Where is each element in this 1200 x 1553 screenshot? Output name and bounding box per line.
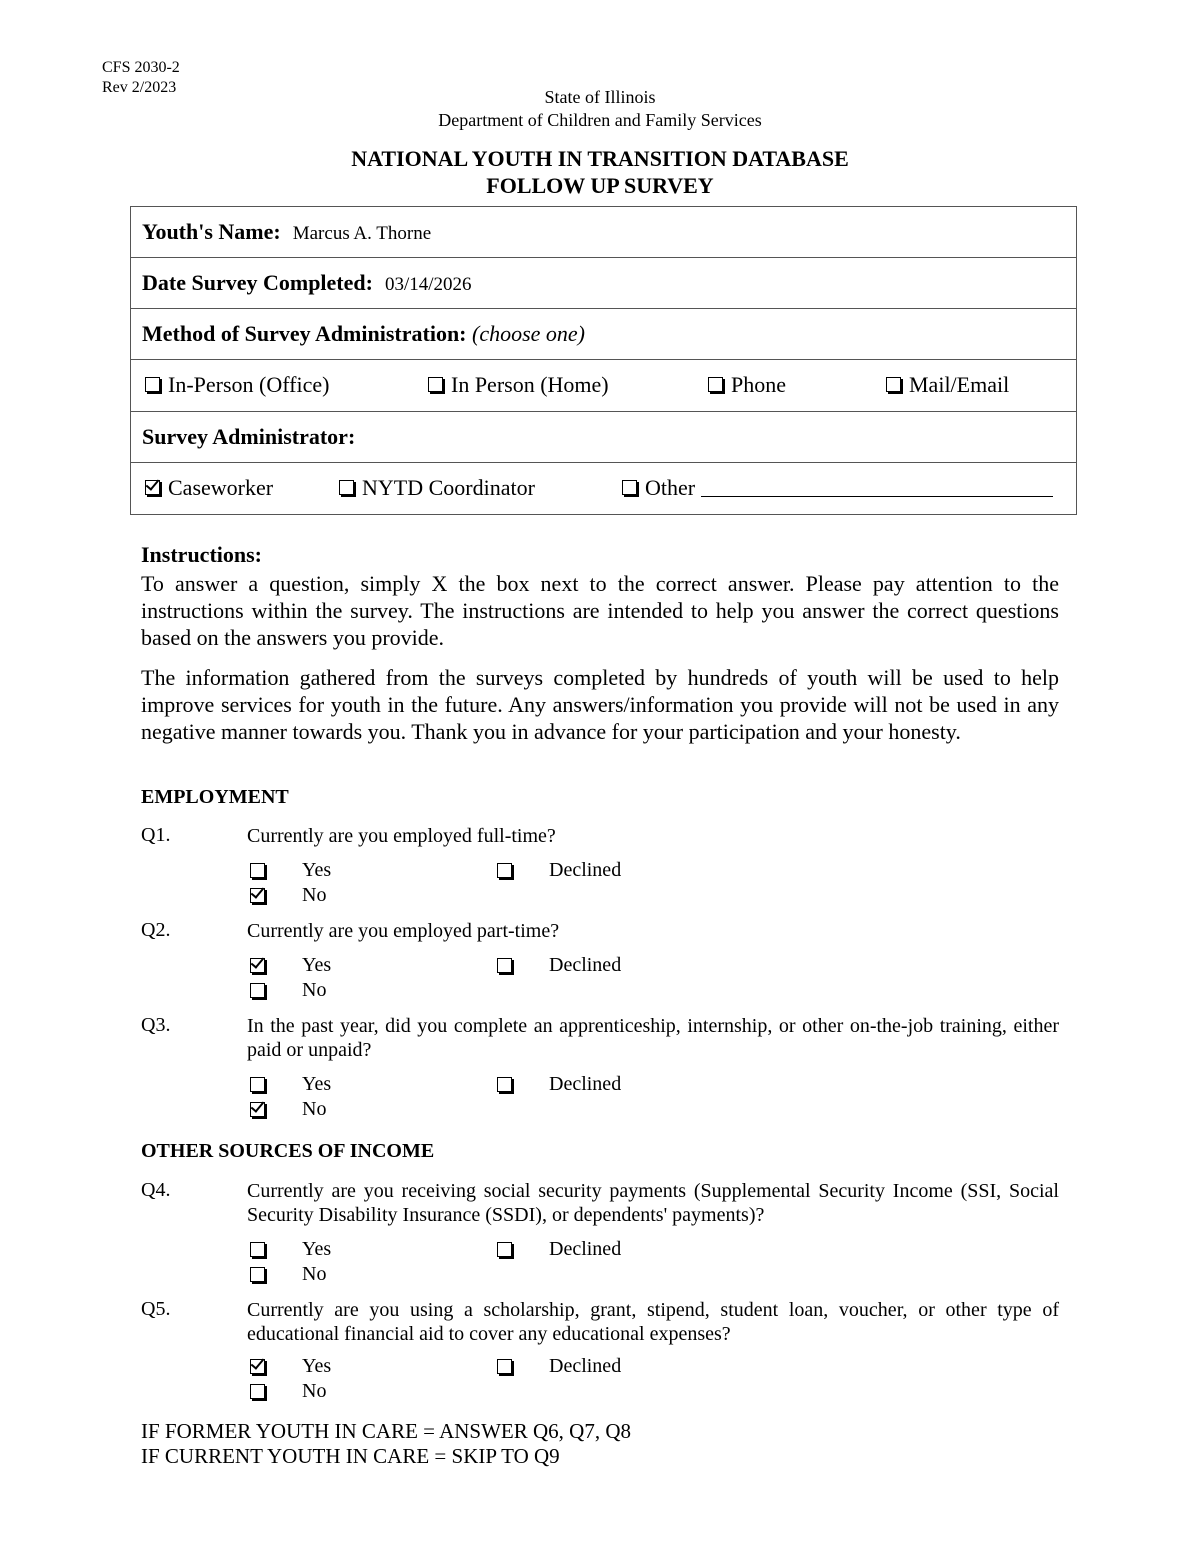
answer-no[interactable]: No — [250, 1382, 265, 1405]
youth-name-field[interactable]: Marcus A. Thorne — [292, 223, 432, 244]
skip-instruction-current: IF CURRENT YOUTH IN CARE = SKIP TO Q9 — [141, 1444, 560, 1468]
checkbox-icon[interactable] — [497, 863, 512, 878]
admin-label: Survey Administrator: — [142, 424, 356, 449]
checkbox-icon[interactable] — [886, 377, 901, 392]
form-title-line2: FOLLOW UP SURVEY — [486, 173, 714, 198]
question-number: Q2. — [141, 919, 171, 941]
answer-yes[interactable]: Yes — [250, 956, 265, 979]
question-text: Currently are you employed full-time? — [247, 825, 556, 847]
method-option-mail[interactable]: Mail/Email — [886, 372, 1009, 398]
checkbox-icon[interactable] — [250, 1267, 265, 1282]
checkbox-icon[interactable] — [250, 1359, 265, 1374]
agency-state: State of Illinois — [544, 87, 656, 107]
checkbox-icon[interactable] — [497, 1359, 512, 1374]
method-option-office[interactable]: In-Person (Office) — [145, 372, 329, 398]
form-number: CFS 2030-2 — [102, 59, 180, 76]
admin-options — [131, 463, 1076, 514]
checkbox-icon[interactable] — [497, 1242, 512, 1257]
form-title-line1: NATIONAL YOUTH IN TRANSITION DATABASE — [351, 146, 849, 171]
answer-no[interactable]: No — [250, 981, 265, 1004]
method-options — [131, 360, 1076, 411]
checkbox-icon[interactable] — [428, 377, 443, 392]
question-number: Q1. — [141, 824, 171, 846]
agency-department: Department of Children and Family Services — [438, 110, 762, 130]
form-title — [0, 145, 1200, 199]
agency-block — [0, 86, 1200, 132]
youth-name-row — [131, 207, 1077, 258]
instructions-paragraph-1: To answer a question, simply X the box next to the correct answer. Please pay attention to the instructions within the survey. The instructions are intended to help you answer the correct questions based on the answers you provide. — [141, 571, 1059, 650]
answer-yes[interactable]: Yes — [250, 1240, 265, 1263]
question-text: Currently are you employed part-time? — [247, 920, 560, 942]
youth-name-label: Youth's Name: — [142, 219, 281, 244]
answer-declined[interactable]: Declined — [497, 1240, 512, 1263]
answer-declined[interactable]: Declined — [497, 1075, 512, 1098]
method-label: Method of Survey Administration: — [142, 321, 467, 346]
checkbox-icon[interactable] — [708, 377, 723, 392]
checkbox-icon[interactable] — [497, 1077, 512, 1092]
answer-yes[interactable]: Yes — [250, 1075, 265, 1098]
question-number: Q5. — [141, 1298, 171, 1320]
answer-declined[interactable]: Declined — [497, 956, 512, 979]
question-text: Currently are you receiving social security payments (Supplemental Security Income (SSI, Social Security Disability Insurance (SSDI), or dependents' payments)? — [247, 1180, 1059, 1226]
skip-instruction-former: IF FORMER YOUTH IN CARE = ANSWER Q6, Q7, Q8 — [141, 1419, 632, 1443]
checkbox-icon[interactable] — [497, 958, 512, 973]
question-number: Q3. — [141, 1014, 171, 1036]
instructions-heading: Instructions: — [141, 542, 263, 567]
answer-yes[interactable]: Yes — [250, 1357, 265, 1380]
other-input-line[interactable] — [701, 476, 1053, 497]
admin-option-caseworker[interactable]: Caseworker — [145, 475, 273, 501]
date-row — [131, 258, 1077, 309]
checkbox-icon[interactable] — [339, 480, 354, 495]
answer-no[interactable]: No — [250, 1265, 265, 1288]
answer-declined[interactable]: Declined — [497, 1357, 512, 1380]
question-number: Q4. — [141, 1179, 171, 1201]
answer-no[interactable]: No — [250, 886, 265, 909]
checkbox-icon[interactable] — [250, 888, 265, 903]
checkbox-icon[interactable] — [250, 958, 265, 973]
answer-declined[interactable]: Declined — [497, 861, 512, 884]
survey-header-table — [130, 206, 1077, 515]
checkbox-icon[interactable] — [250, 863, 265, 878]
method-hint: (choose one) — [472, 321, 586, 346]
checkbox-icon[interactable] — [250, 1102, 265, 1117]
checkbox-icon[interactable] — [250, 1242, 265, 1257]
checkbox-icon[interactable] — [250, 1077, 265, 1092]
section-other-income: OTHER SOURCES OF INCOME — [141, 1140, 435, 1162]
method-option-home[interactable]: In Person (Home) — [428, 372, 609, 398]
checkbox-icon[interactable] — [250, 1384, 265, 1399]
answer-no[interactable]: No — [250, 1100, 265, 1123]
admin-option-nytd[interactable]: NYTD Coordinator — [339, 475, 535, 501]
instructions-paragraph-2: The information gathered from the surveys completed by hundreds of youth will be used to help improve services for youth in the future. Any answers/information you provide will not be used in any negative manner towards you. Thank you in advance for your participation and your honesty. — [141, 665, 1059, 744]
answer-yes[interactable]: Yes — [250, 861, 265, 884]
checkbox-icon[interactable] — [145, 377, 160, 392]
checkbox-icon[interactable] — [145, 480, 160, 495]
admin-option-other[interactable]: Other — [622, 475, 1053, 501]
section-employment: EMPLOYMENT — [141, 786, 289, 808]
checkbox-icon[interactable] — [250, 983, 265, 998]
form-revision: Rev 2/2023 — [102, 79, 177, 96]
method-option-phone[interactable]: Phone — [708, 372, 786, 398]
checkbox-icon[interactable] — [622, 480, 637, 495]
date-field[interactable]: 03/14/2026 — [384, 274, 472, 295]
admin-row — [131, 412, 1077, 463]
method-row — [131, 309, 1077, 360]
question-text: Currently are you using a scholarship, grant, stipend, student loan, voucher, or other type of educational financial aid to cover any educational expenses? — [247, 1299, 1059, 1345]
question-text: In the past year, did you complete an apprenticeship, internship, or other on-the-job training, either paid or unpaid? — [247, 1015, 1059, 1061]
date-label: Date Survey Completed: — [142, 270, 373, 295]
